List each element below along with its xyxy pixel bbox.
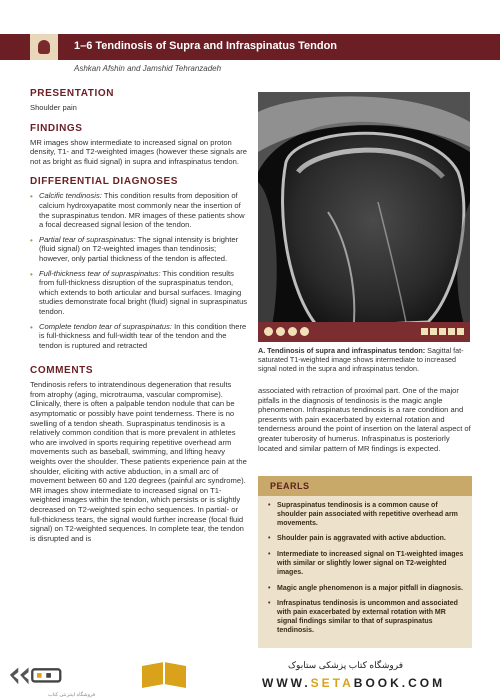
pearl-item [268,585,464,594]
differential-text: This condition results from full-thickness disruption of the supraspinatus tendon, which extends to both articular and bursal surfaces. Imaging studies demonstrate focal bright (fluid) signal in supraspinatus tendon. [39,268,248,316]
bullet-icon: • [30,322,33,332]
bullet-icon: • [268,502,271,509]
bullet-icon: • [30,269,33,279]
pearl-text: Shoulder pain is aggravated with active abduction. [277,535,446,543]
image-dots-icon [264,327,309,336]
presentation-heading: PRESENTATION [30,88,115,99]
pearl-item [268,535,464,544]
image-squares-icon [421,328,464,335]
bullet-icon: • [30,235,33,245]
continued-comments-text: associated with retraction of proximal part. One of the major pitfalls in the diagnosis of tendinosis is the magic angle phenomenon. Infraspinatus tendinosis is a rare condition and presents with pain exacerbated by external rotation and tenderness around the point of insertion on the lateral aspect of greater tuberosity of humerus. Infraspinatus is posteriorly located and similar pattern of MR findings is expected. [258,386,471,453]
left-column [30,88,248,543]
findings-heading: FINDINGS [30,122,83,134]
differential-term: Complete tendon tear of supraspinatus: [39,321,172,331]
comments-text: Tendinosis refers to intratendinous degeneration that results from atrophy (aging, microtrauma, vascular compromise). Clinically, there is often a palpable tendon nodule that can be asymptomatic or possibly have point tenderness. There is no swelling of a tendon sheath. Supraspinatus tendinosis is a relatively common condition that is more prevalent in athletes who are involved in sports requiring repetitive overhead arm movements such as baseball, swimming, and lifting heavy weights over the shoulder. These patients experience pain at the shoulder, eliciting with active abduction, in a small arc of movement between 60 and 120 degrees (painful arc syndrome). MR images show intermediate to increased signal on T1-weighted images within the tendon, which persists or is slightly decreased on T2-weighted spin echo sequences. In partial- or full-thickness tears, the signal would further increase (focal fluid signal) on T2-weighted sequences. In complete tear, the tendon is disrupted and is [30,380,247,543]
pearls-header [258,476,472,496]
differential-text: This condition results from deposition of calcium hydroxyapatite most commonly near the insertion of the supraspinatus tendon. MR images of these patients show a focal decreased signal lesion of the tendon. [39,191,245,230]
bullet-icon: • [268,584,271,592]
findings-text: MR images show intermediate to increased signal on proton density, T1- and T2-weighted images (however these signals are not as bright as fluid signal) in supra and infraspinatus tendon. [30,137,247,166]
differential-term: Calcific tendinosis: [39,191,102,201]
differential-item [30,322,248,351]
pearl-item [268,502,464,528]
caption-label: A. Tendinosis of supra and infraspinatus tendon: [258,346,426,355]
url-suffix: BOOK.COM [353,676,446,690]
pearl-item [268,551,464,577]
differential-item [30,235,248,264]
store-url[interactable] [262,676,445,690]
caption-text: Sagittal fat-saturated T1-weighted image shows intermediate to increased signal noted in the supra and infraspinatus tendon. [258,346,464,373]
comments-heading: COMMENTS [30,365,94,377]
pearl-text: Magic angle phenomenon is a major pitfall in diagnosis. [277,584,463,592]
book-mark-icon [134,660,194,692]
pearls-heading: PEARLS [270,481,310,491]
authors: Ashkan Afshin and Jamshid Tehranzadeh [74,64,222,73]
store-name: فروشگاه کتاب پزشکی ستابوک [288,660,403,670]
differential-heading: DIFFERENTIAL DIAGNOSES [30,176,179,188]
pearl-text: Supraspinatus tendinosis is a common cause of shoulder pain associated with repetitive overhead arm movements. [277,502,458,527]
setabook-logo-icon [8,660,64,688]
pearls-list [268,502,464,643]
mri-shoulder-illustration [258,92,470,342]
differential-term: Partial tear of supraspinatus: [39,234,136,244]
pearl-text: Infraspinatus tendinosis is uncommon and associated with pain exacerbated by external rotation with MR signal findings similar to that of supraspinatus tendinosis. [277,600,458,634]
differential-text: In this condition there is full-thickness and full-width tear of the tendon and the tendon is ruptured and retracted [39,321,247,350]
differential-term: Full-thickness tear of supraspinatus: [39,268,161,278]
mri-image [258,92,470,342]
logo-subtitle: فروشگاه اینترنتی کتاب [48,692,96,698]
differential-text: The signal intensity is brighter (fluid signal) on T2-weighted images than tendinosis; however, only partial thickness of the tendon is affected. [39,234,239,263]
pearl-item [268,600,464,635]
bullet-icon: • [268,535,271,543]
pearl-text: Intermediate to increased signal on T1-weighted images with similar or slightly lower signal on T2-weighted images. [277,551,464,576]
figure-caption [258,346,472,373]
knee-logo-icon [30,34,58,60]
differential-item [30,269,248,317]
differential-item [30,191,248,229]
presentation-text: Shoulder pain [30,103,77,112]
url-highlight: SETA [310,676,354,690]
bullet-icon: • [268,551,271,559]
url-prefix: WWW. [262,676,311,690]
image-footer-strip [258,322,470,342]
chapter-title: 1–6 Tendinosis of Supra and Infraspinatus Tendon [74,40,338,52]
bullet-icon: • [268,600,271,608]
pearls-box [258,476,472,648]
bullet-icon: • [30,192,33,202]
